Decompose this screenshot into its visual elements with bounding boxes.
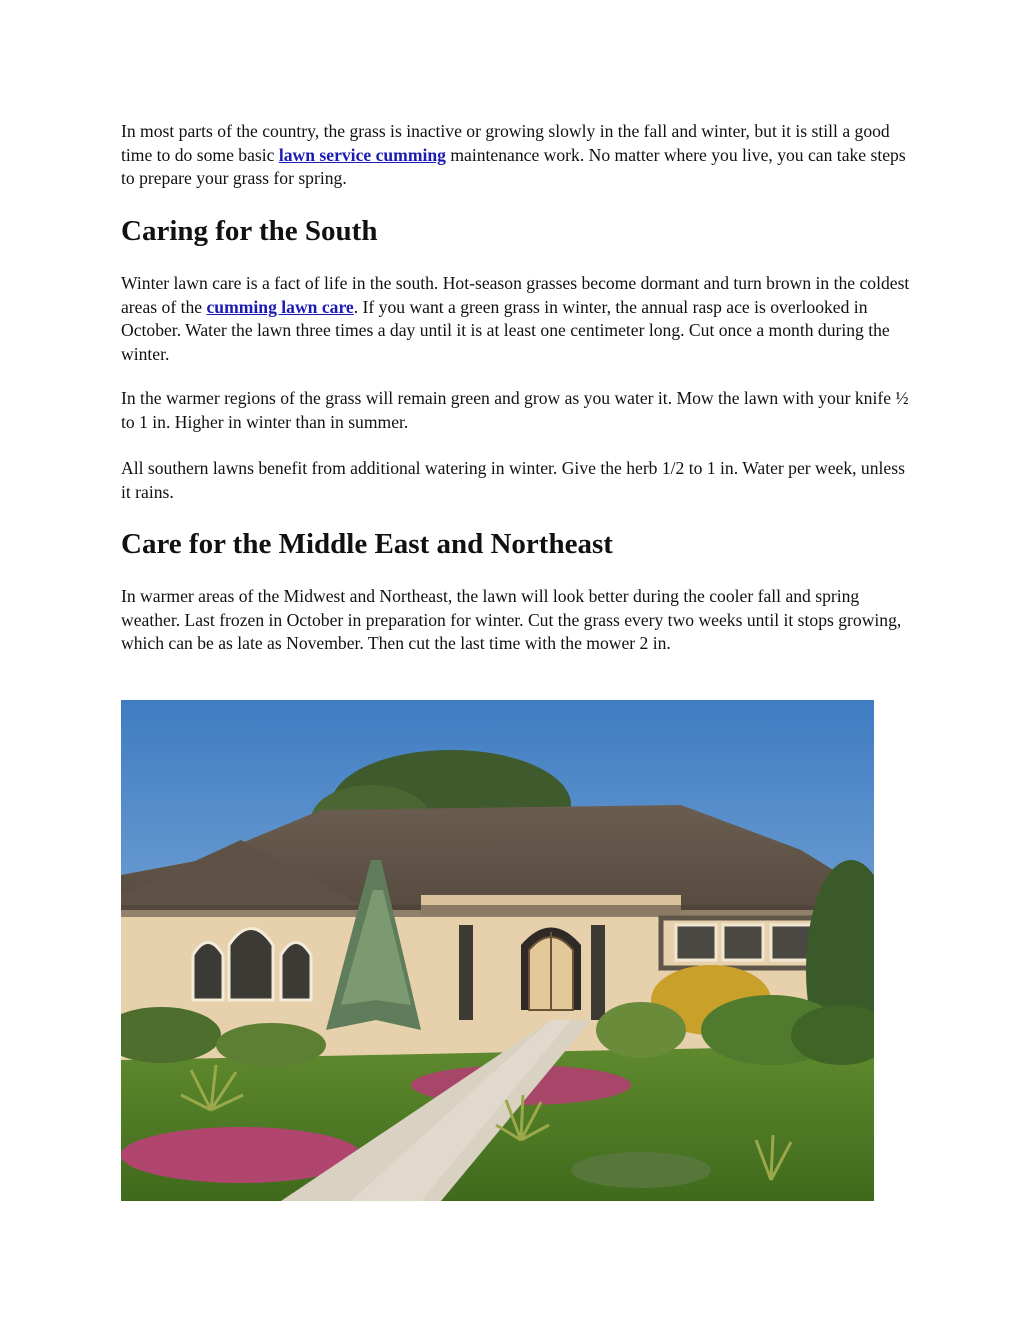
cumming-lawn-care-link[interactable]: cumming lawn care — [206, 296, 354, 317]
heading-south: Caring for the South — [121, 215, 378, 247]
intro-text-before: In most parts of the country, the grass is inactive or growing slowly in the fall and winter, but it is still a good time to do some basic — [121, 121, 890, 165]
lawn-service-cumming-link[interactable]: lawn service cumming — [278, 144, 446, 165]
midwest-paragraph-1: In warmer areas of the Midwest and Northeast, the lawn will look better during the cooler fall and spring weather. Last frozen in October in preparation for winter. Cut the grass every two weeks until it stops growing, which can be as late as November. Then cut the last time with the mower 2 in. — [121, 586, 902, 653]
intro-text-after: maintenance work. No matter where you live, you can take steps to prepare your grass for spring. — [121, 144, 906, 188]
house-photo-illustration — [121, 700, 874, 1201]
house-photo — [121, 700, 874, 1201]
south-text-before: Winter lawn care is a fact of life in the south. Hot-season grasses become dormant and turn brown in the coldest areas of the — [121, 273, 910, 317]
south-paragraph-2: In the warmer regions of the grass will remain green and grow as you water it. Mow the lawn with your knife ½ to 1 in. Higher in winter than in summer. — [121, 388, 909, 432]
intro-paragraph — [121, 120, 911, 191]
south-paragraph-1 — [121, 272, 911, 366]
south-paragraph-3: All southern lawns benefit from additional watering in winter. Give the herb 1/2 to 1 in. Water per week, unless it rains. — [121, 458, 905, 502]
south-text-after: . If you want a green grass in winter, the annual rasp ace is overlooked in October. Water the lawn three times a day until it is at least one centimeter long. Cut once a month during the winter. — [121, 296, 890, 364]
heading-midwest: Care for the Middle East and Northeast — [121, 528, 613, 560]
